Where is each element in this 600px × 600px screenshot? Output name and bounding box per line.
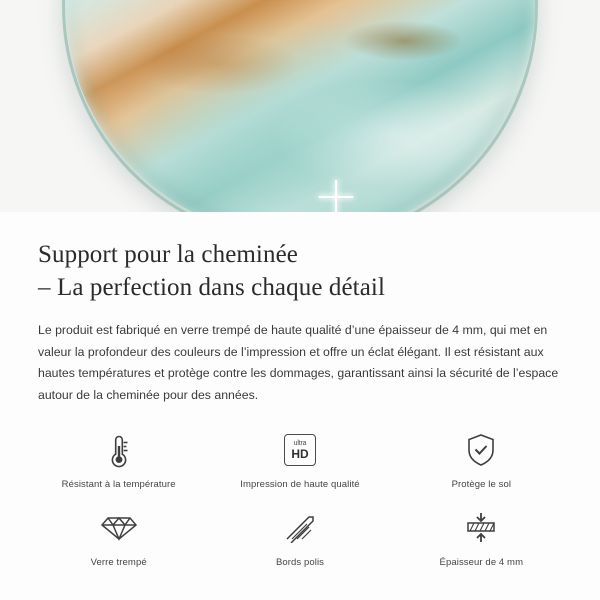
thermometer-icon [106,428,132,472]
feature-floor-protection [391,428,572,490]
diamond-icon [100,506,138,550]
headline-line-1: Support pour la cheminée [38,241,298,268]
feature-label: Verre trempé [90,557,147,569]
hero-image [0,0,600,212]
feature-label: Protège le sol [451,479,512,491]
ultra-hd-badge-bottom: HD [291,447,309,462]
ultra-hd-icon [284,428,316,472]
feature-thickness [391,506,572,568]
feature-tempered-glass [28,506,209,568]
page-title [38,238,562,304]
feature-temperature-resistant [28,428,209,490]
feature-high-quality-print [209,428,390,490]
feature-grid [0,428,600,568]
feature-label: Épaisseur de 4 mm [439,557,524,569]
feature-label: Résistant à la température [61,479,176,491]
thickness-icon [461,506,501,550]
feature-label: Impression de haute qualité [240,479,360,491]
headline-line-2: – La perfection dans chaque détail [38,274,385,301]
product-description: Le produit est fabriqué en verre trempé de haute qualité d’une épaisseur de 4 mm, qui met en valeur la profondeur des couleurs de l’impression et offre un éclat élégant. Il est résistant aux hautes températures et protège contre les dommages, garantissant ainsi la sécurité de l’espace autour de la cheminée pour des années. [38,323,559,402]
shield-check-icon [465,428,497,472]
text-content [0,212,600,406]
ultra-hd-badge-top: ultra [293,440,307,448]
polished-edges-icon [283,506,317,550]
feature-label: Bords polis [275,557,325,569]
glass-plate-image [65,0,535,212]
feature-polished-edges [209,506,390,568]
